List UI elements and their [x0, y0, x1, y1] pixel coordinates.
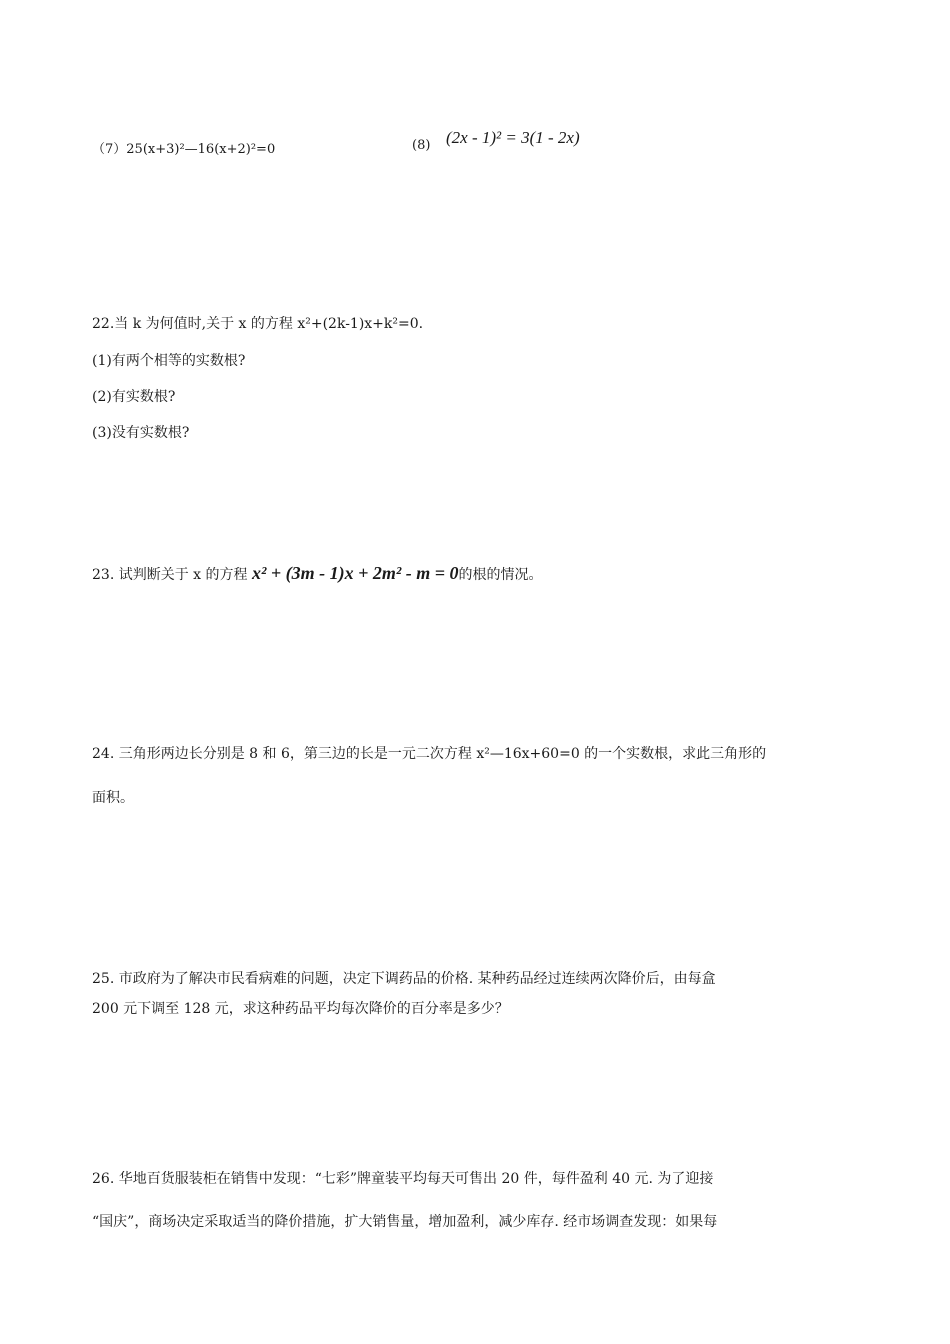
problem-24-line-2: 面积。	[92, 790, 134, 806]
problem-23-text-after: 的根的情况。	[458, 567, 543, 583]
problem-8-label: (8)	[412, 138, 431, 153]
problem-23-text-before: . 试判断关于 x 的方程	[109, 567, 248, 583]
problem-25-line-1: 25. 市政府为了解决市民看病难的问题，决定下调药品的价格. 某种药品经过连续两次降价后，由每盒	[92, 971, 716, 987]
problem-22-part-1: (1)有两个相等的实数根?	[92, 353, 246, 369]
problem-24-line-1: 24. 三角形两边长分别是 8 和 6，第三边的长是一元二次方程 x²—16x+60=0 的一个实数根，求此三角形的	[92, 746, 767, 762]
problem-7: （7）25(x+3)²—16(x+2)²=0	[92, 142, 276, 157]
problem-23-equation: x² + (3m - 1)x + 2m² - m = 0	[251, 563, 459, 583]
problem-26-line-1: 26. 华地百货服装柜在销售中发现：“七彩”牌童装平均每天可售出 20 件，每件盈利 40 元. 为了迎接	[92, 1171, 714, 1187]
problem-25-line-2: 200 元下调至 128 元，求这种药品平均每次降价的百分率是多少？	[92, 1001, 509, 1017]
problem-22-part-3: (3)没有实数根?	[92, 425, 190, 441]
problem-23	[92, 563, 543, 584]
problem-22-stem: 22.当 k 为何值时,关于 x 的方程 x²+(2k-1)x+k²=0.	[92, 316, 424, 332]
problem-26-line-2: “国庆”，商场决定采取适当的降价措施，扩大销售量，增加盈利，减少库存. 经市场调查发现：如果每	[92, 1214, 718, 1230]
problem-23-number: 23	[92, 567, 110, 583]
problem-22-part-2: (2)有实数根?	[92, 389, 176, 405]
problem-8-equation: (2x - 1)² = 3(1 - 2x)	[446, 128, 580, 147]
